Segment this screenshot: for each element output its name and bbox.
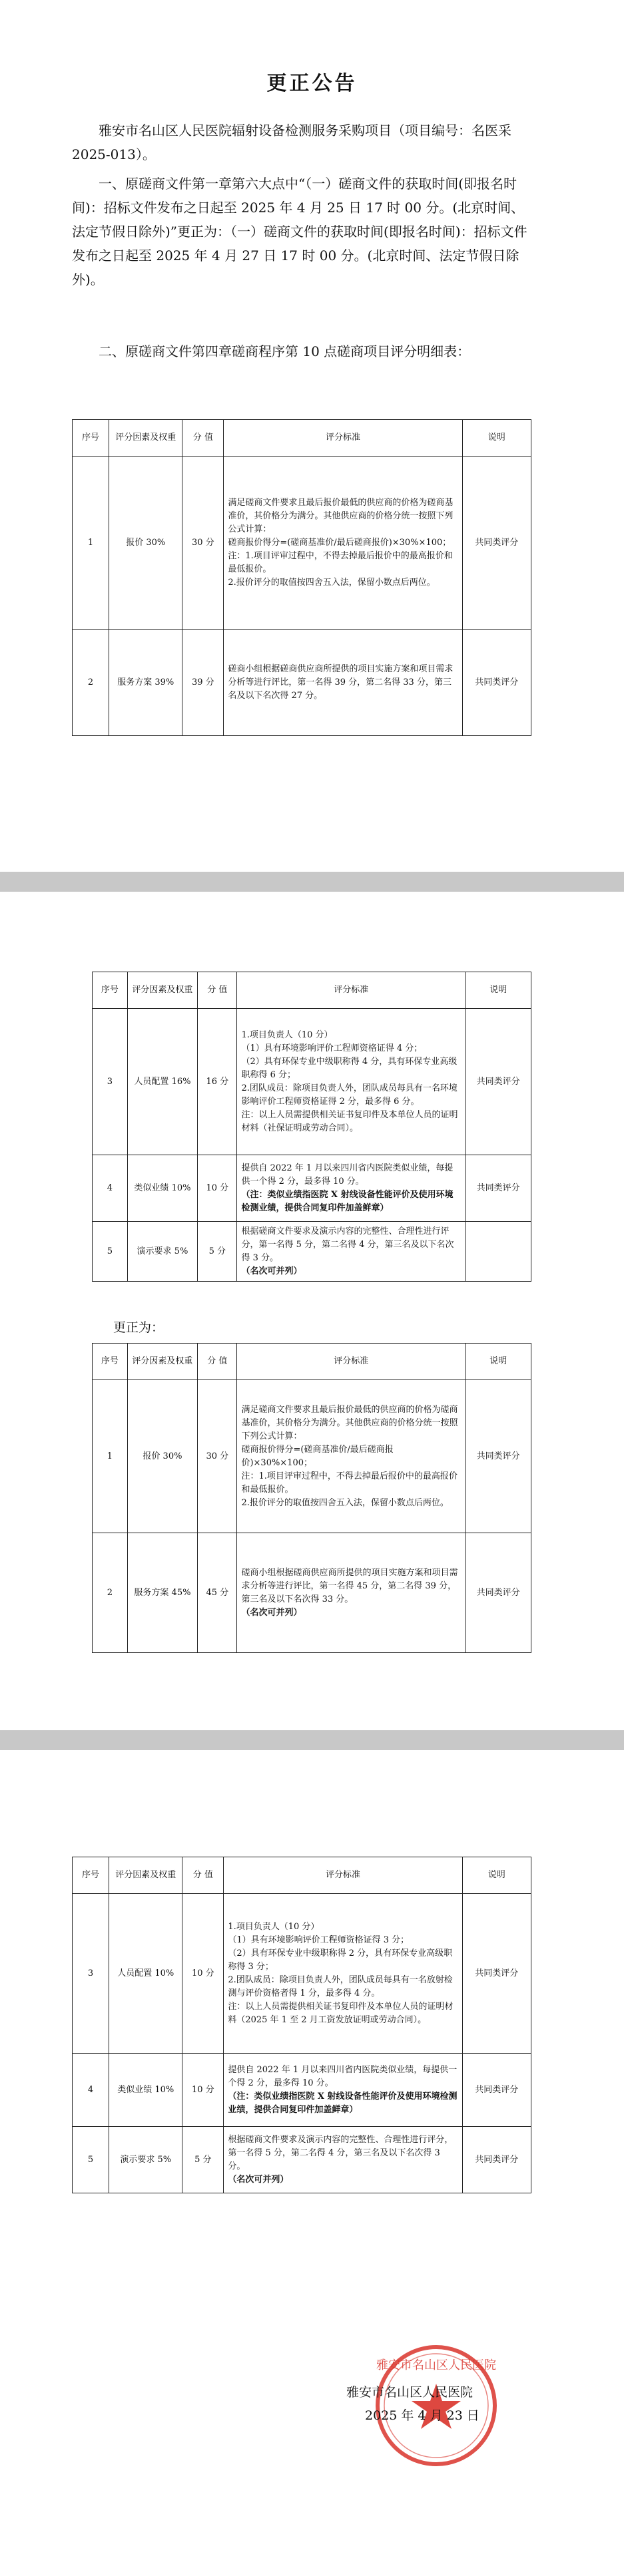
- cell-score: 30 分: [182, 457, 224, 630]
- cell-note: [466, 1222, 531, 1282]
- std-line: 磋商报价得分=(磋商基准价/最后磋商报价)×30%×100；: [241, 1444, 394, 1468]
- std-line: 提供自 2022 年 1 月以来四川省内医院类似业绩，每提供一个得 2 分，最多得 10 分。: [241, 1163, 454, 1187]
- cell-no: 4: [73, 2054, 109, 2127]
- cell-no: 1: [93, 1380, 128, 1533]
- corrected-score-table-part1: [92, 1343, 531, 1653]
- header-no: 序号: [73, 420, 109, 457]
- cell-score: 10 分: [182, 2054, 224, 2127]
- std-line: 磋商报价得分=(磋商基准价/最后磋商报价)×30%×100；: [228, 537, 452, 548]
- cell-note: 共同类评分: [466, 1380, 531, 1533]
- std-line: 注：1.项目评审过程中，不得去掉最后报价中的最高报价和最低报价。: [241, 1471, 458, 1495]
- corrected-score-table-part2: [72, 1857, 531, 2193]
- correction-item-2: 二、原磋商文件第四章磋商程序第 10 点磋商项目评分明细表：: [99, 343, 471, 359]
- cell-note: 共同类评分: [462, 457, 531, 630]
- std-line: 1.项目负责人（10 分）: [241, 1029, 333, 1040]
- header-std: 评分标准: [224, 1857, 462, 1894]
- cell-score: 5 分: [182, 2127, 224, 2193]
- std-line: 根据磋商文件要求及演示内容的完整性、合理性进行评分，第一名得 5 分，第二名得 4 分，第三名及以下名次得 3 分。: [228, 2134, 454, 2171]
- table-header-row: [73, 420, 531, 457]
- std-line: （注：类似业绩指医院 X 射线设备性能评价及使用环境检测业绩，提供合同复印件加盖鲜章）: [241, 1189, 454, 1213]
- header-factor: 评分因素及权重: [127, 1344, 197, 1380]
- correction-label: 更正为：: [113, 1320, 164, 1335]
- correction-item-1: 一、原磋商文件第一章第六大点中“（一）磋商文件的获取时间(即报名时间)：招标文件发布之日起至 2025 年 4 月 25 日 17 时 00 分。(北京时间、法定节假日除外)”更正为：（一）磋商文件的获取时间(即报名时间)：招标文件发布之日起至 2025 年 4 月 27 日 17 时 00 分。(北京时间、法定节假日除外)。: [72, 176, 527, 287]
- header-factor: 评分因素及权重: [109, 1857, 182, 1894]
- header-std: 评分标准: [237, 1344, 466, 1380]
- cell-factor: 人员配置 10%: [109, 1894, 182, 2054]
- cell-std: [224, 2127, 462, 2193]
- svg-text:雅安市名山区人民医院: 雅安市名山区人民医院: [376, 2358, 496, 2372]
- cell-std: [224, 2054, 462, 2127]
- cell-factor: 报价 30%: [109, 457, 182, 630]
- std-line: 2.团队成员：除项目负责人外，团队成员每具有一名放射检测与评价资格者得 1 分，最多得 4 分。: [228, 1974, 453, 1998]
- cell-factor: 类似业绩 10%: [127, 1155, 197, 1222]
- std-line: 注：以上人员需提供相关证书复印件及本单位人员的证明材料（社保证明或劳动合同）。: [241, 1109, 458, 1133]
- cell-std: [237, 1009, 466, 1155]
- cell-score: 30 分: [198, 1380, 237, 1533]
- table-header-row: [93, 1344, 531, 1380]
- header-note: 说明: [462, 420, 531, 457]
- std-line: 2.报价评分的取值按四舍五入法，保留小数点后两位。: [228, 577, 436, 588]
- intro-text: 雅安市名山区人民医院辐射设备检测服务采购项目（项目编号：名医采 2025-013）。: [72, 122, 511, 162]
- original-score-table-part1: [72, 419, 531, 736]
- cell-factor: 演示要求 5%: [127, 1222, 197, 1282]
- page-2: [0, 892, 624, 1730]
- header-no: 序号: [93, 972, 128, 1009]
- table-header-row: [93, 972, 531, 1009]
- cell-note: 共同类评分: [466, 1009, 531, 1155]
- cell-note: 共同类评分: [462, 2127, 531, 2193]
- cell-note: 共同类评分: [466, 1155, 531, 1222]
- table-row: [93, 1155, 531, 1222]
- header-score: 分 值: [182, 420, 224, 457]
- std-line: 满足磋商文件要求且最后报价最低的供应商的价格为磋商基准价，其价格分为满分。其他供应商的价格分统一按照下列公式计算：: [241, 1404, 458, 1441]
- std-line: （名次可并列）: [228, 2174, 289, 2185]
- std-line: 磋商小组根据磋商供应商所提供的项目实施方案和项目需求分析等进行评比，第一名得 39 分，第二名得 33 分，第三名及以下名次得 27 分。: [228, 663, 454, 701]
- std-line: 满足磋商文件要求且最后报价最低的供应商的价格为磋商基准价，其价格分为满分。其他供应商的价格分统一按照下列公式计算：: [228, 497, 454, 534]
- cell-score: 16 分: [198, 1009, 237, 1155]
- header-note: 说明: [466, 1344, 531, 1380]
- header-score: 分 值: [198, 972, 237, 1009]
- table-row: [73, 630, 531, 736]
- page-3: [0, 1750, 624, 2576]
- std-line: 1.项目负责人（10 分）: [228, 1921, 320, 1932]
- std-line: 根据磋商文件要求及演示内容的完整性、合理性进行评分，第一名得 5 分，第二名得 4 分，第三名及以下名次得 3 分。: [241, 1226, 454, 1263]
- std-line: （1）具有环境影响评价工程师资格证得 4 分；: [241, 1043, 423, 1053]
- signature-org: 雅安市名山区人民医院: [346, 2385, 473, 2400]
- cell-no: 2: [93, 1533, 128, 1653]
- cell-factor: 演示要求 5%: [109, 2127, 182, 2193]
- cell-factor: 报价 30%: [127, 1380, 197, 1533]
- std-line: 磋商小组根据磋商供应商所提供的项目实施方案和项目需求分析等进行评比，第一名得 45 分，第二名得 39 分，第三名及以下名次得 33 分。: [241, 1567, 458, 1604]
- cell-score: 5 分: [198, 1222, 237, 1282]
- std-line: （名次可并列）: [241, 1266, 302, 1276]
- std-line: 2.团队成员：除项目负责人外，团队成员每具有一名环境影响评价工程师资格证得 2 分，最多得 6 分。: [241, 1083, 458, 1107]
- cell-score: 10 分: [198, 1155, 237, 1222]
- cell-no: 3: [73, 1894, 109, 2054]
- cell-std: [237, 1380, 466, 1533]
- cell-std: [224, 1894, 462, 2054]
- table-row: [73, 2054, 531, 2127]
- table-row: [73, 457, 531, 630]
- cell-score: 10 分: [182, 1894, 224, 2054]
- page-1: [0, 0, 624, 872]
- std-line: 注：以上人员需提供相关证书复印件及本单位人员的证明材料（2025 年 1 至 2 月工资发放证明或劳动合同）。: [228, 2001, 454, 2025]
- header-std: 评分标准: [237, 972, 466, 1009]
- std-line: （1）具有环境影响评价工程师资格证得 3 分；: [228, 1934, 410, 1945]
- header-note: 说明: [462, 1857, 531, 1894]
- header-note: 说明: [466, 972, 531, 1009]
- cell-factor: 类似业绩 10%: [109, 2054, 182, 2127]
- page-title: 更正公告: [266, 72, 358, 95]
- cell-no: 2: [73, 630, 109, 736]
- cell-no: 3: [93, 1009, 128, 1155]
- table-row: [93, 1222, 531, 1282]
- cell-no: 1: [73, 457, 109, 630]
- cell-note: 共同类评分: [466, 1533, 531, 1653]
- cell-std: [237, 1533, 466, 1653]
- std-line: 2.报价评分的取值按四舍五入法，保留小数点后两位。: [241, 1497, 449, 1508]
- header-std: 评分标准: [224, 420, 462, 457]
- cell-note: 共同类评分: [462, 2054, 531, 2127]
- cell-score: 45 分: [198, 1533, 237, 1653]
- table-row: [93, 1533, 531, 1653]
- header-factor: 评分因素及权重: [109, 420, 182, 457]
- header-score: 分 值: [182, 1857, 224, 1894]
- std-line: （2）具有环保专业中级职称得 2 分，具有环保专业高级职称得 3 分；: [228, 1948, 453, 1972]
- cell-std: [237, 1222, 466, 1282]
- cell-score: 39 分: [182, 630, 224, 736]
- original-score-table-part2: [92, 972, 531, 1282]
- cell-factor: 人员配置 16%: [127, 1009, 197, 1155]
- cell-no: 4: [93, 1155, 128, 1222]
- table-row: [73, 1894, 531, 2054]
- header-no: 序号: [93, 1344, 128, 1380]
- std-line: （注：类似业绩指医院 X 射线设备性能评价及使用环境检测业绩，提供合同复印件加盖鲜章）: [228, 2091, 458, 2115]
- header-no: 序号: [73, 1857, 109, 1894]
- table-header-row: [73, 1857, 531, 1894]
- std-line: 提供自 2022 年 1 月以来四川省内医院类似业绩，每提供一个得 2 分，最多得 10 分。: [228, 2064, 458, 2088]
- cell-note: 共同类评分: [462, 1894, 531, 2054]
- cell-no: 5: [93, 1222, 128, 1282]
- header-score: 分 值: [198, 1344, 237, 1380]
- table-row: [93, 1380, 531, 1533]
- header-factor: 评分因素及权重: [127, 972, 197, 1009]
- cell-std: [224, 630, 462, 736]
- cell-factor: 服务方案 45%: [127, 1533, 197, 1653]
- cell-factor: 服务方案 39%: [109, 630, 182, 736]
- std-line: 注：1.项目评审过程中，不得去掉最后报价中的最高报价和最低报价。: [228, 550, 453, 574]
- cell-std: [237, 1155, 466, 1222]
- signature-date: 2025 年 4 月 23 日: [365, 2408, 479, 2423]
- table-row: [93, 1009, 531, 1155]
- cell-std: [224, 457, 462, 630]
- cell-note: 共同类评分: [462, 630, 531, 736]
- table-row: [73, 2127, 531, 2193]
- std-line: （2）具有环保专业中级职称得 4 分，具有环保专业高级职称得 6 分；: [241, 1056, 458, 1080]
- cell-no: 5: [73, 2127, 109, 2193]
- std-line: （名次可并列）: [241, 1607, 302, 1618]
